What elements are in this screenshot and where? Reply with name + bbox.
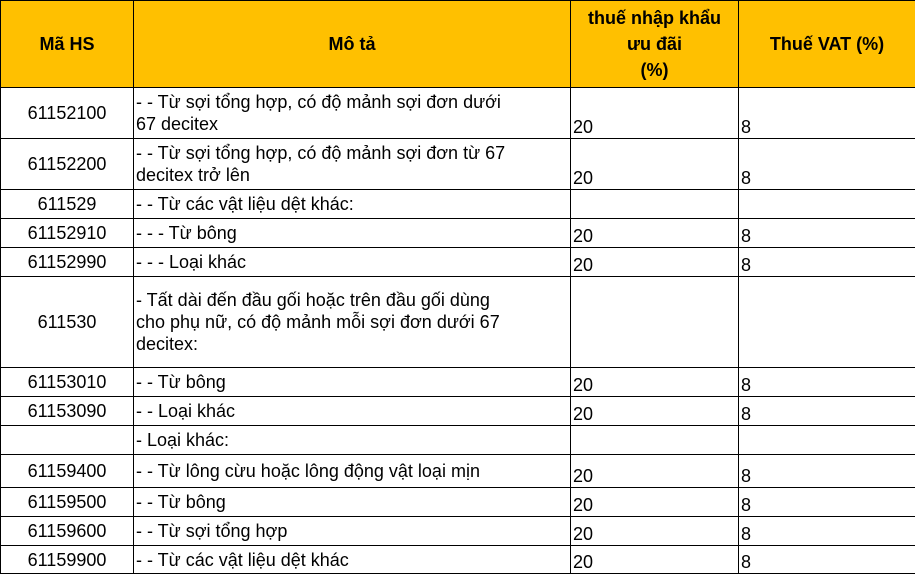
- hs-code-cell: 61153090: [1, 397, 134, 426]
- description-cell: [134, 546, 571, 574]
- table-row: [1, 368, 915, 397]
- import-tax-cell: 20: [571, 517, 739, 546]
- table-row: [1, 277, 915, 368]
- hs-code-cell: 61153010: [1, 368, 134, 397]
- header-import-tax: [571, 1, 739, 88]
- hs-code-cell: 61159600: [1, 517, 134, 546]
- table-row: [1, 397, 915, 426]
- description-cell: [134, 455, 571, 488]
- header-row: [1, 1, 915, 88]
- import-tax-cell: [571, 277, 739, 368]
- vat-cell: 8: [739, 219, 915, 248]
- hs-code-cell: 61152200: [1, 139, 134, 190]
- description-line: - - Từ bông: [136, 492, 226, 512]
- hs-code-cell: 61159400: [1, 455, 134, 488]
- hs-code-cell: [1, 426, 134, 455]
- hs-code-cell: 61152910: [1, 219, 134, 248]
- description-cell: [134, 517, 571, 546]
- description-line: - - Từ lông cừu hoặc lông động vật loại mịn: [136, 461, 480, 481]
- description-cell: [134, 397, 571, 426]
- description-line: decitex trở lên: [136, 165, 250, 185]
- description-cell: [134, 426, 571, 455]
- description-cell: [134, 368, 571, 397]
- import-tax-cell: 20: [571, 139, 739, 190]
- import-tax-cell: 20: [571, 397, 739, 426]
- description-cell: [134, 139, 571, 190]
- description-line: - - Từ sợi tổng hợp, có độ mảnh sợi đơn từ 67: [136, 143, 506, 163]
- description-line: cho phụ nữ, có độ mảnh mỗi sợi đơn dưới 67: [136, 312, 500, 332]
- header-import-tax-line: thuế nhập khẩu: [587, 8, 721, 28]
- description-cell: [134, 488, 571, 517]
- header-import-tax-line: ưu đãi: [626, 34, 683, 54]
- import-tax-cell: 20: [571, 455, 739, 488]
- vat-cell: 8: [739, 139, 915, 190]
- vat-cell: 8: [739, 368, 915, 397]
- description-line: - Tất dài đến đầu gối hoặc trên đầu gối dùng: [136, 290, 490, 310]
- table-row: [1, 517, 915, 546]
- header-import-tax-line: (%): [640, 60, 669, 80]
- vat-cell: [739, 277, 915, 368]
- description-line: - - Từ sợi tổng hợp, có độ mảnh sợi đơn dưới: [136, 92, 501, 112]
- table-row: [1, 426, 915, 455]
- hs-code-cell: 61159900: [1, 546, 134, 574]
- vat-cell: 8: [739, 517, 915, 546]
- description-cell: [134, 219, 571, 248]
- table-row: [1, 190, 915, 219]
- table-row: [1, 88, 915, 139]
- table-row: [1, 219, 915, 248]
- vat-cell: [739, 426, 915, 455]
- hs-code-cell: 611529: [1, 190, 134, 219]
- description-cell: [134, 190, 571, 219]
- import-tax-cell: 20: [571, 488, 739, 517]
- description-line: - - Từ các vật liệu dệt khác: [136, 549, 349, 570]
- table-row: [1, 139, 915, 190]
- header-hs-code: Mã HS: [1, 1, 134, 88]
- description-line: decitex:: [136, 334, 199, 354]
- description-cell: [134, 277, 571, 368]
- description-line: - - - Từ bông: [136, 223, 237, 243]
- table-row: [1, 248, 915, 277]
- import-tax-cell: 20: [571, 368, 739, 397]
- vat-cell: 8: [739, 248, 915, 277]
- description-cell: [134, 88, 571, 139]
- import-tax-cell: [571, 190, 739, 219]
- description-line: - Loại khác:: [136, 430, 230, 450]
- import-tax-cell: 20: [571, 88, 739, 139]
- import-tax-cell: 20: [571, 546, 739, 574]
- header-vat: Thuế VAT (%): [739, 1, 915, 88]
- vat-cell: 8: [739, 397, 915, 426]
- hs-code-cell: 61152990: [1, 248, 134, 277]
- description-line: - - - Loại khác: [136, 252, 247, 272]
- header-description: Mô tả: [134, 1, 571, 88]
- hs-code-cell: 61159500: [1, 488, 134, 517]
- vat-cell: [739, 190, 915, 219]
- vat-cell: 8: [739, 88, 915, 139]
- hs-code-cell: 611530: [1, 277, 134, 368]
- import-tax-cell: [571, 426, 739, 455]
- description-line: - - Từ bông: [136, 372, 226, 392]
- description-line: 67 decitex: [136, 114, 219, 134]
- import-tax-cell: 20: [571, 248, 739, 277]
- table-row: [1, 455, 915, 488]
- vat-cell: 8: [739, 488, 915, 517]
- description-line: - - Từ sợi tổng hợp: [136, 521, 288, 541]
- description-line: - - Từ các vật liệu dệt khác:: [136, 194, 354, 214]
- vat-cell: 8: [739, 455, 915, 488]
- hs-code-cell: 61152100: [1, 88, 134, 139]
- description-line: - - Loại khác: [136, 401, 236, 421]
- table-row: [1, 488, 915, 517]
- vat-cell: 8: [739, 546, 915, 574]
- description-cell: [134, 248, 571, 277]
- table-row: [1, 546, 915, 574]
- import-tax-cell: 20: [571, 219, 739, 248]
